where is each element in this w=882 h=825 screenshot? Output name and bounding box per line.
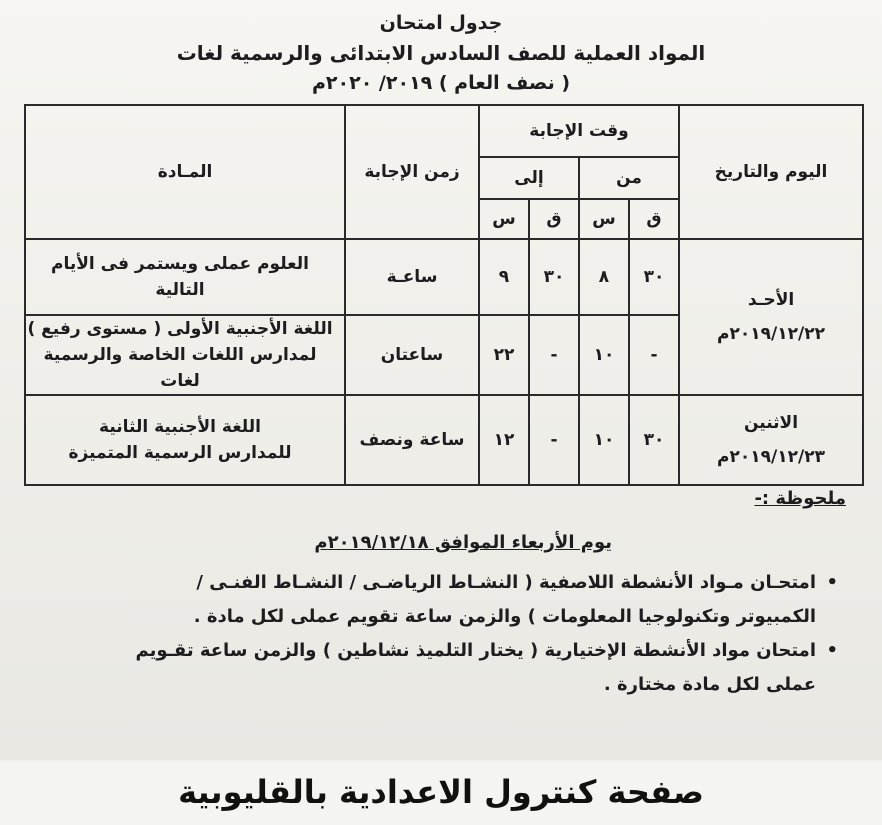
to-minute: - <box>529 315 579 395</box>
note-line: امتحـان مـواد الأنشطة اللاصفية ( النشـاط الرياضـى / النشـاط الفنـى / <box>196 572 816 593</box>
note-line: امتحان مواد الأنشطة الإختيارية ( يختار التلميذ نشاطين ) والزمن ساعة تقـويم <box>135 640 816 661</box>
header-from-minute: ق <box>629 199 679 239</box>
subject <box>25 315 345 395</box>
header-from: من <box>579 157 679 199</box>
to-minute: - <box>529 395 579 485</box>
list-item <box>38 566 838 634</box>
from-hour: ١٠ <box>579 395 629 485</box>
bullet-icon: • <box>826 640 838 661</box>
day-date: ٢٠١٩/١٢/٢٣م <box>717 447 825 467</box>
to-hour: ٩ <box>479 239 529 315</box>
document-subtitle: المواد العملية للصف السادس الابتدائى والرسمية لغات <box>176 41 706 65</box>
document-title: جدول امتحان <box>379 12 503 34</box>
note-label: ملحوظة :- <box>754 488 846 509</box>
to-hour: ١٢ <box>479 395 529 485</box>
header-to-minute: ق <box>529 199 579 239</box>
subject-line: للمدارس الرسمية المتميزة <box>68 443 292 463</box>
bullet-icon: • <box>826 572 838 593</box>
list-item <box>38 634 838 702</box>
duration: ساعـة <box>345 239 479 315</box>
day-date-cell <box>679 239 863 395</box>
from-minute: ٣٠ <box>629 239 679 315</box>
wednesday-date: يوم الأربعاء الموافق ٢٠١٩/١٢/١٨م <box>314 532 612 553</box>
table-row <box>25 239 863 315</box>
header-subject: المـادة <box>25 105 345 239</box>
from-minute: - <box>629 315 679 395</box>
day-date: ٢٠١٩/١٢/٢٢م <box>717 324 825 344</box>
header-duration: زمن الإجابة <box>345 105 479 239</box>
duration: ساعة ونصف <box>345 395 479 485</box>
to-minute: ٣٠ <box>529 239 579 315</box>
note-line: الكمبيوتر وتكنولوجيا المعلومات ) والزمن ساعة تقويم عملى لكل مادة . <box>193 606 816 627</box>
header-from-hour: س <box>579 199 629 239</box>
header-to: إلى <box>479 157 579 199</box>
table-row <box>25 395 863 485</box>
exam-schedule-table <box>24 104 864 486</box>
to-hour: ٢٢ <box>479 315 529 395</box>
from-hour: ١٠ <box>579 315 629 395</box>
from-minute: ٣٠ <box>629 395 679 485</box>
from-hour: ٨ <box>579 239 629 315</box>
subject-line: لمدارس اللغات الخاصة والرسمية لغات <box>43 345 317 391</box>
subject <box>25 395 345 485</box>
note-line: عملى لكل مادة مختارة . <box>603 674 816 695</box>
day-name: الاثنين <box>743 413 799 433</box>
day-name: الأحـد <box>747 290 795 310</box>
page-caption: صفحة كنترول الاعدادية بالقليوبية <box>0 762 882 825</box>
document-header <box>0 8 882 98</box>
subject-line: العلوم عملى ويستمر فى الأيام التالية <box>51 254 309 300</box>
header-to-hour: س <box>479 199 529 239</box>
subject-line: اللغة الأجنبية الثانية <box>99 417 261 437</box>
duration: ساعتان <box>345 315 479 395</box>
document-year: ( نصف العام ) ٢٠١٩/ ٢٠٢٠م <box>311 72 571 94</box>
notes-list <box>38 566 838 702</box>
day-date-cell <box>679 395 863 485</box>
header-day-date: اليوم والتاريخ <box>679 105 863 239</box>
subject-line: اللغة الأجنبية الأولى ( مستوى رفيع ) <box>27 319 333 339</box>
subject <box>25 239 345 315</box>
header-answer-time: وقت الإجابة <box>479 105 679 157</box>
